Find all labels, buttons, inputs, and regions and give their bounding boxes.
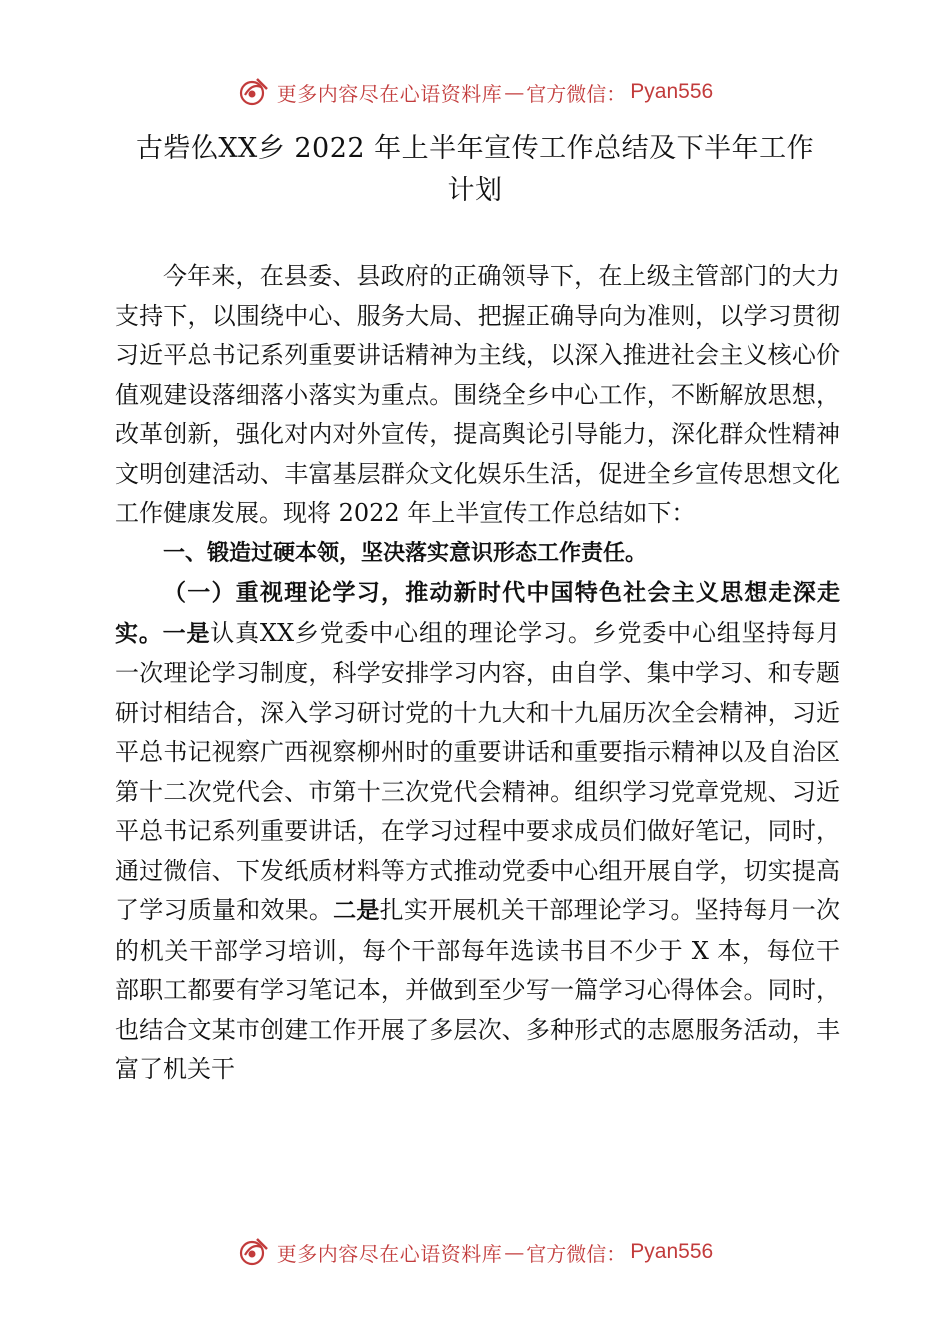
second-point-text: 扎实开展机关干部理论学习。坚持每月一次的机关干部学习培训，每个干部每年选读书目不少于 X 本，每位干部职工都要有学习笔记本，并做到至少写一篇学习心得体会。同时，也结合文某市创建工作开展了多层次、多种形式的志愿服务活动，丰富了机关干: [115, 896, 840, 1083]
logo-icon: [237, 75, 271, 109]
title-line-1: 古砦仫XX乡 2022 年上半年宣传工作总结及下半年工作: [135, 133, 815, 164]
banner-wechat-id: Pyan556: [630, 1240, 714, 1263]
section-heading-1: 一、锻造过硬本领，坚决落实意识形态工作责任。: [163, 540, 648, 566]
logo-icon: [237, 1235, 271, 1269]
title-line-2: 计划: [447, 175, 503, 206]
banner-wechat-label: 官方微信：: [526, 81, 627, 106]
document-body: [115, 257, 840, 1090]
intro-paragraph: 今年来，在县委、县政府的正确领导下，在上级主管部门的大力支持下，以围绕中心、服务大局、把握正确导向为准则，以学习贯彻习近平总书记系列重要讲话精神为主线，以深入推进社会主义核心价值观建设落细落小落实为重点。围绕全乡中心工作，不断解放思想，改革创新，强化对内对外宣传，提高舆论引导能力，深化群众性精神文明创建活动、丰富基层群众文化娱乐生活，促进全乡宣传思想文化工作健康发展。现将 2022 年上半宣传工作总结如下：: [115, 262, 840, 527]
banner-separator: —: [504, 1240, 525, 1264]
banner-wechat-id: Pyan556: [630, 80, 714, 103]
subsection-paragraph-1: [115, 573, 840, 1090]
second-point-label: 二是: [333, 898, 380, 924]
first-point-label: 一是: [162, 620, 211, 647]
first-point-text: 认真XX乡党委中心组的理论学习。乡党委中心组坚持每月一次理论学习制度，科学安排学习内容，由自学、集中学习、和专题研讨相结合，深入学习研讨党的十九大和十九届历次全会精神，习近平总书记视察广西视察柳州时的重要讲话和重要指示精神以及自治区第十二次党代会、市第十三次党代会精神。组织学习党章党规、习近平总书记系列重要讲话，在学习过程中要求成员们做好笔记，同时，通过微信、下发纸质材料等方式推动党委中心组开展自学，切实提高了学习质量和效果。: [115, 618, 841, 924]
document-title: [110, 128, 840, 212]
footer-banner: [0, 1232, 950, 1272]
banner-text: 更多内容尽在心语资料库: [276, 1241, 503, 1266]
banner-wechat-label: 官方微信：: [526, 1241, 627, 1266]
banner-text: 更多内容尽在心语资料库: [276, 81, 503, 106]
banner-separator: —: [504, 80, 525, 104]
header-banner: [0, 72, 950, 112]
subsection-heading: （一）重视理论学习，推动新时代中国特色社会主义思想走深走实。: [115, 580, 840, 647]
